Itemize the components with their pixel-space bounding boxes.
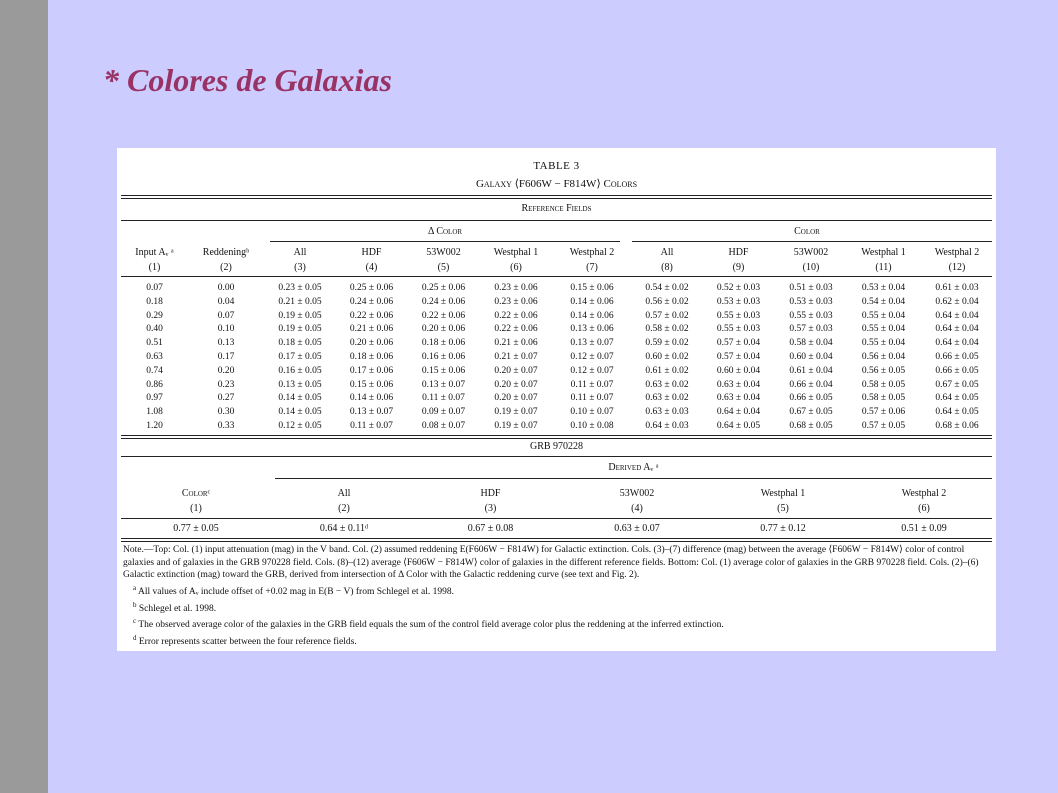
table-cell: 0.64 ± 0.04 bbox=[935, 310, 979, 321]
table-cell: 0.40 bbox=[146, 324, 163, 335]
table-cell: 0.55 ± 0.04 bbox=[861, 310, 906, 321]
table-cell: 0.53 ± 0.03 bbox=[716, 296, 761, 307]
table-cell: 1.20 bbox=[146, 421, 163, 431]
table-cell: 0.13 ± 0.07 bbox=[421, 379, 466, 390]
table-cell: 0.63 ± 0.02 bbox=[645, 379, 689, 390]
table-cell: 0.11 ± 0.07 bbox=[350, 421, 393, 431]
table-cell: 0.12 ± 0.07 bbox=[570, 365, 614, 376]
table-cell: 0.66 ± 0.04 bbox=[789, 379, 833, 390]
table-cell: 0.23 ± 0.05 bbox=[278, 283, 322, 293]
table-cell: 0.58 ± 0.05 bbox=[861, 393, 906, 404]
table-cell: 0.24 ± 0.06 bbox=[349, 296, 394, 307]
footnote-c: $^c$ The observed average color of the galaxies in the GRB field equals the sum of the control field average color plus the reddening at the inferred extinction. bbox=[133, 617, 724, 631]
bottom-col-number: (1) bbox=[190, 503, 202, 514]
table-cell: 0.64 ± 0.04 bbox=[935, 338, 979, 349]
table-cell: 0.15 ± 0.06 bbox=[349, 379, 394, 390]
table-cell: 0.63 ± 0.04 bbox=[716, 379, 761, 390]
table-cell: 0.21 ± 0.05 bbox=[278, 296, 322, 307]
col-number: (4) bbox=[365, 262, 378, 273]
table-cell: 0.68 ± 0.05 bbox=[789, 421, 833, 431]
table-cell: 0.57 ± 0.06 bbox=[861, 407, 906, 418]
table-cell: 0.63 bbox=[146, 352, 163, 362]
table-cell: 0.52 ± 0.03 bbox=[716, 283, 761, 293]
col-header: HDF bbox=[728, 247, 749, 258]
bottom-col-number: (3) bbox=[484, 503, 497, 514]
table-cell: 0.14 ± 0.06 bbox=[570, 296, 614, 307]
table-cell: 0.11 ± 0.07 bbox=[422, 393, 465, 404]
bottom-value: 0.64 ± 0.11ᵈ bbox=[319, 523, 369, 534]
table-cell: 0.15 ± 0.06 bbox=[421, 365, 466, 376]
group-color: Color bbox=[794, 226, 820, 237]
table-row bbox=[121, 324, 994, 334]
table-row bbox=[121, 338, 994, 348]
table-cell: 0.12 ± 0.05 bbox=[278, 421, 322, 431]
table-cell: 0.20 ± 0.06 bbox=[349, 338, 394, 349]
table-cell: 0.60 ± 0.04 bbox=[789, 352, 833, 362]
table-number: TABLE 3 bbox=[533, 160, 580, 172]
table-cell: 0.64 ± 0.05 bbox=[935, 393, 979, 404]
table-caption: Galaxy ⟨F606W − F814W⟩ Colors bbox=[475, 178, 638, 190]
table-row bbox=[121, 297, 994, 307]
col-header: Westphal 1 bbox=[861, 247, 906, 258]
table-cell: 0.56 ± 0.02 bbox=[645, 296, 689, 307]
bottom-col-header: Westphal 2 bbox=[901, 488, 947, 499]
table-cell: 0.18 ± 0.06 bbox=[421, 338, 466, 349]
table-cell: 0.67 ± 0.05 bbox=[935, 379, 979, 390]
table-cell: 0.61 ± 0.03 bbox=[935, 283, 979, 293]
table-cell: 0.57 ± 0.03 bbox=[789, 324, 833, 335]
bottom-values bbox=[121, 523, 992, 534]
table-cell: 0.62 ± 0.04 bbox=[935, 296, 979, 307]
col-header: 53W002 bbox=[426, 247, 461, 258]
table-row bbox=[121, 421, 994, 431]
bottom-col-header: All bbox=[337, 488, 351, 499]
table-note: Note.—Top: Col. (1) input attenuation (mag) in the V band. Col. (2) assumed reddening E(F606W − F814W) for Galactic extinction. Cols. (3)–(7) difference (mag) between the average ⟨F606W − F814W⟩ color of control galaxies and of galaxies in the GRB 970228 field. Cols. (8)–(12) average ⟨F606W − F814W⟩ color of galaxies in the different reference fields. Bottom: Col. (1) average color of galaxies in the GRB 970228 field. Cols. (2)–(6) Galactic extinction (mag) toward the GRB, derived from intersection of Δ Color with the Galactic reddening curve (see text and Fig. 2). bbox=[123, 545, 979, 581]
table-cell: 0.64 ± 0.04 bbox=[716, 407, 761, 418]
col-number: (11) bbox=[875, 262, 892, 273]
col-header: HDF bbox=[361, 247, 382, 258]
bottom-value: 0.63 ± 0.07 bbox=[614, 523, 660, 534]
col-number: (6) bbox=[510, 262, 522, 273]
table-cell: 0.57 ± 0.05 bbox=[861, 421, 906, 431]
table-cell: 0.19 ± 0.07 bbox=[494, 421, 538, 431]
table-cell: 0.19 ± 0.07 bbox=[494, 407, 538, 418]
table-cell: 0.55 ± 0.04 bbox=[861, 324, 906, 335]
table-cell: 0.67 ± 0.05 bbox=[789, 407, 833, 418]
table-cell: 0.29 bbox=[146, 310, 163, 321]
table-cell: 0.55 ± 0.03 bbox=[789, 310, 833, 321]
left-accent-bar bbox=[0, 0, 48, 793]
bottom-value: 0.51 ± 0.09 bbox=[901, 523, 947, 534]
section-reference-fields: Reference Fields bbox=[521, 203, 592, 214]
table-cell: 0.63 ± 0.02 bbox=[645, 393, 689, 404]
table-cell: 0.64 ± 0.05 bbox=[716, 421, 761, 431]
table-cell: 0.18 ± 0.06 bbox=[349, 352, 394, 362]
table-cell: 0.30 bbox=[217, 407, 235, 418]
col-number: (12) bbox=[948, 262, 966, 273]
table-cell: 0.21 ± 0.07 bbox=[494, 352, 538, 362]
table-cell: 0.19 ± 0.05 bbox=[278, 310, 322, 321]
table-cell: 0.56 ± 0.04 bbox=[861, 352, 906, 362]
rule-under-section bbox=[121, 220, 992, 221]
table-cell: 0.17 ± 0.05 bbox=[278, 352, 322, 362]
table-cell: 0.13 bbox=[217, 338, 235, 349]
table-cell: 0.20 ± 0.07 bbox=[494, 393, 538, 404]
table-cell: 0.16 ± 0.05 bbox=[278, 365, 322, 376]
col-number: (5) bbox=[437, 262, 450, 273]
bottom-value: 0.77 ± 0.12 bbox=[760, 523, 806, 534]
rule-bottom bbox=[121, 538, 992, 542]
rule-before-grb bbox=[121, 435, 992, 439]
bottom-headers bbox=[121, 488, 992, 499]
table-cell: 0.20 ± 0.06 bbox=[421, 324, 466, 335]
table-row bbox=[121, 393, 994, 403]
bottom-value: 0.67 ± 0.08 bbox=[467, 523, 514, 534]
bottom-value: 0.77 ± 0.05 bbox=[173, 523, 219, 534]
table-cell: 0.12 ± 0.07 bbox=[570, 352, 614, 362]
col-header: All bbox=[660, 247, 674, 258]
table-cell: 0.68 ± 0.06 bbox=[935, 421, 979, 431]
table-cell: 0.63 ± 0.04 bbox=[716, 393, 761, 404]
table-cell: 0.22 ± 0.06 bbox=[421, 310, 466, 321]
table-cell: 0.22 ± 0.06 bbox=[349, 310, 394, 321]
table-cell: 0.54 ± 0.04 bbox=[861, 296, 906, 307]
footnote-a: $^a$ All values of Aᵥ include offset of +0.02 mag in E(B − V) from Schlegel et al. 1998. bbox=[133, 583, 455, 597]
table-cell: 0.57 ± 0.04 bbox=[716, 352, 761, 362]
col-number: (1) bbox=[148, 262, 161, 273]
table-cell: 0.14 ± 0.05 bbox=[278, 407, 322, 418]
group-derived-av: Derived Aᵥ ᵃ bbox=[608, 462, 659, 473]
table-row bbox=[121, 366, 994, 376]
table-cell: 0.04 bbox=[217, 296, 235, 307]
table-cell: 0.58 ± 0.04 bbox=[789, 338, 833, 349]
table-cell: 0.53 ± 0.03 bbox=[789, 296, 833, 307]
col-header: Input Aᵥ ᵃ bbox=[135, 247, 174, 258]
bottom-col-number: (6) bbox=[918, 503, 930, 514]
bottom-col-numbers bbox=[121, 503, 992, 514]
table-cell: 0.16 ± 0.06 bbox=[421, 352, 466, 362]
table-cell: 0.21 ± 0.06 bbox=[349, 324, 394, 335]
table-cell: 0.17 bbox=[217, 352, 235, 362]
table-cell: 0.59 ± 0.02 bbox=[645, 338, 689, 349]
table-cell: 0.07 bbox=[146, 283, 163, 293]
table-cell: 0.11 ± 0.07 bbox=[570, 379, 614, 390]
rule-under-headers bbox=[121, 276, 992, 277]
table-cell: 0.15 ± 0.06 bbox=[570, 283, 614, 293]
col-header: Westphal 2 bbox=[569, 247, 615, 258]
table-cell: 0.22 ± 0.06 bbox=[494, 324, 538, 335]
bottom-col-number: (2) bbox=[338, 503, 350, 514]
table-cell: 0.57 ± 0.02 bbox=[645, 310, 689, 321]
bottom-col-header: Westphal 1 bbox=[760, 488, 806, 499]
table-cell: 0.55 ± 0.03 bbox=[716, 310, 761, 321]
table-cell: 0.27 bbox=[217, 393, 235, 404]
table-cell: 0.23 ± 0.06 bbox=[494, 296, 538, 307]
table-cell: 0.51 ± 0.03 bbox=[789, 283, 833, 293]
table-cell: 0.55 ± 0.03 bbox=[716, 324, 761, 335]
table-cell: 0.58 ± 0.02 bbox=[645, 324, 689, 335]
table-cell: 0.64 ± 0.04 bbox=[935, 324, 979, 335]
col-number: (9) bbox=[732, 262, 745, 273]
table-cell: 0.55 ± 0.04 bbox=[861, 338, 906, 349]
table-cell: 0.14 ± 0.06 bbox=[570, 310, 614, 321]
table-cell: 0.18 ± 0.05 bbox=[278, 338, 322, 349]
table-cell: 0.13 ± 0.06 bbox=[570, 324, 614, 335]
bottom-col-header: 53W002 bbox=[619, 488, 655, 499]
slide-title: * Colores de Galaxias bbox=[103, 62, 392, 98]
table-row bbox=[121, 352, 994, 362]
col-number: (2) bbox=[220, 262, 232, 273]
table-cell: 1.08 bbox=[146, 407, 163, 418]
col-number: (7) bbox=[586, 262, 598, 273]
table-cell: 0.13 ± 0.07 bbox=[570, 338, 614, 349]
rule-derived-group bbox=[275, 478, 992, 479]
table-cell: 0.18 bbox=[146, 296, 163, 307]
column-numbers bbox=[121, 262, 994, 273]
col-header: Reddeningᵇ bbox=[202, 247, 250, 258]
group-delta-color: Δ Color bbox=[427, 226, 463, 237]
table-cell: 0.57 ± 0.04 bbox=[716, 338, 761, 349]
footnote-b: $^b$ Schlegel et al. 1998. bbox=[133, 600, 217, 614]
table-notes bbox=[123, 544, 990, 649]
table-cell: 0.64 ± 0.05 bbox=[935, 407, 979, 418]
table-cell: 0.10 ± 0.07 bbox=[570, 407, 614, 418]
section-grb: GRB 970228 bbox=[529, 441, 584, 452]
table-row bbox=[121, 311, 994, 321]
table-cell: 0.20 ± 0.07 bbox=[494, 365, 538, 376]
table-cell: 0.21 ± 0.06 bbox=[494, 338, 538, 349]
table-cell: 0.17 ± 0.06 bbox=[349, 365, 394, 376]
rule-under-grb bbox=[121, 456, 992, 457]
table-cell: 0.54 ± 0.02 bbox=[645, 283, 689, 293]
table-cell: 0.10 ± 0.08 bbox=[570, 421, 614, 431]
table-cell: 0.19 ± 0.05 bbox=[278, 324, 322, 335]
bottom-col-header: HDF bbox=[480, 488, 501, 499]
table-cell: 0.11 ± 0.07 bbox=[570, 393, 614, 404]
table-cell: 0.13 ± 0.05 bbox=[278, 379, 322, 390]
table-cell: 0.20 ± 0.07 bbox=[494, 379, 538, 390]
rule-color-group bbox=[632, 241, 992, 242]
table-cell: 0.51 bbox=[146, 338, 163, 349]
table-cell: 0.56 ± 0.05 bbox=[861, 365, 906, 376]
table-cell: 0.24 ± 0.06 bbox=[421, 296, 466, 307]
bottom-col-header: Colorᶜ bbox=[181, 488, 211, 499]
col-header: Westphal 2 bbox=[934, 247, 980, 258]
table-row bbox=[121, 283, 994, 293]
col-number: (8) bbox=[661, 262, 673, 273]
footnote-d: $^d$ Error represents scatter between the four reference fields. bbox=[133, 634, 357, 648]
table-cell: 0.20 bbox=[217, 365, 235, 376]
table-cell: 0.74 bbox=[146, 365, 163, 376]
table-cell: 0.07 bbox=[217, 310, 235, 321]
table-row bbox=[121, 380, 994, 390]
table-cell: 0.14 ± 0.05 bbox=[278, 393, 322, 404]
rule-delta-group bbox=[270, 241, 620, 242]
table-cell: 0.23 ± 0.06 bbox=[494, 283, 538, 293]
table-cell: 0.00 bbox=[217, 283, 235, 293]
bottom-col-number: (4) bbox=[631, 503, 643, 514]
table-cell: 0.25 ± 0.06 bbox=[349, 283, 394, 293]
table-cell: 0.13 ± 0.07 bbox=[349, 407, 394, 418]
table-cell: 0.60 ± 0.02 bbox=[645, 352, 689, 362]
table-cell: 0.09 ± 0.07 bbox=[421, 407, 466, 418]
table-cell: 0.66 ± 0.05 bbox=[935, 365, 979, 376]
table-cell: 0.66 ± 0.05 bbox=[789, 393, 833, 404]
col-header: 53W002 bbox=[793, 247, 829, 258]
bottom-col-number: (5) bbox=[777, 503, 789, 514]
col-number: (10) bbox=[802, 262, 820, 273]
table-cell: 0.22 ± 0.06 bbox=[494, 310, 538, 321]
rule-under-bottom-headers bbox=[121, 518, 992, 519]
table-cell: 0.23 bbox=[217, 379, 235, 390]
table-cell: 0.10 bbox=[217, 324, 235, 335]
table-cell: 0.97 bbox=[146, 393, 163, 404]
col-header: All bbox=[293, 247, 307, 258]
table-cell: 0.61 ± 0.02 bbox=[645, 365, 689, 376]
table-cell: 0.58 ± 0.05 bbox=[861, 379, 906, 390]
table-cell: 0.61 ± 0.04 bbox=[789, 365, 833, 376]
col-header: Westphal 1 bbox=[493, 247, 539, 258]
table-cell: 0.86 bbox=[146, 379, 163, 390]
table-cell: 0.66 ± 0.05 bbox=[935, 352, 979, 362]
table-cell: 0.08 ± 0.07 bbox=[421, 421, 466, 431]
rule-top bbox=[121, 195, 992, 199]
table-cell: 0.14 ± 0.06 bbox=[349, 393, 394, 404]
table-row bbox=[121, 407, 994, 417]
column-headers bbox=[121, 247, 994, 258]
table-cell: 0.25 ± 0.06 bbox=[421, 283, 466, 293]
table-cell: 0.33 bbox=[217, 421, 235, 431]
table-cell: 0.53 ± 0.04 bbox=[861, 283, 906, 293]
table-cell: 0.63 ± 0.03 bbox=[645, 407, 689, 418]
col-number: (3) bbox=[294, 262, 306, 273]
table-cell: 0.60 ± 0.04 bbox=[716, 365, 761, 376]
table-cell: 0.64 ± 0.03 bbox=[645, 421, 689, 431]
galaxy-colors-table bbox=[117, 148, 996, 651]
